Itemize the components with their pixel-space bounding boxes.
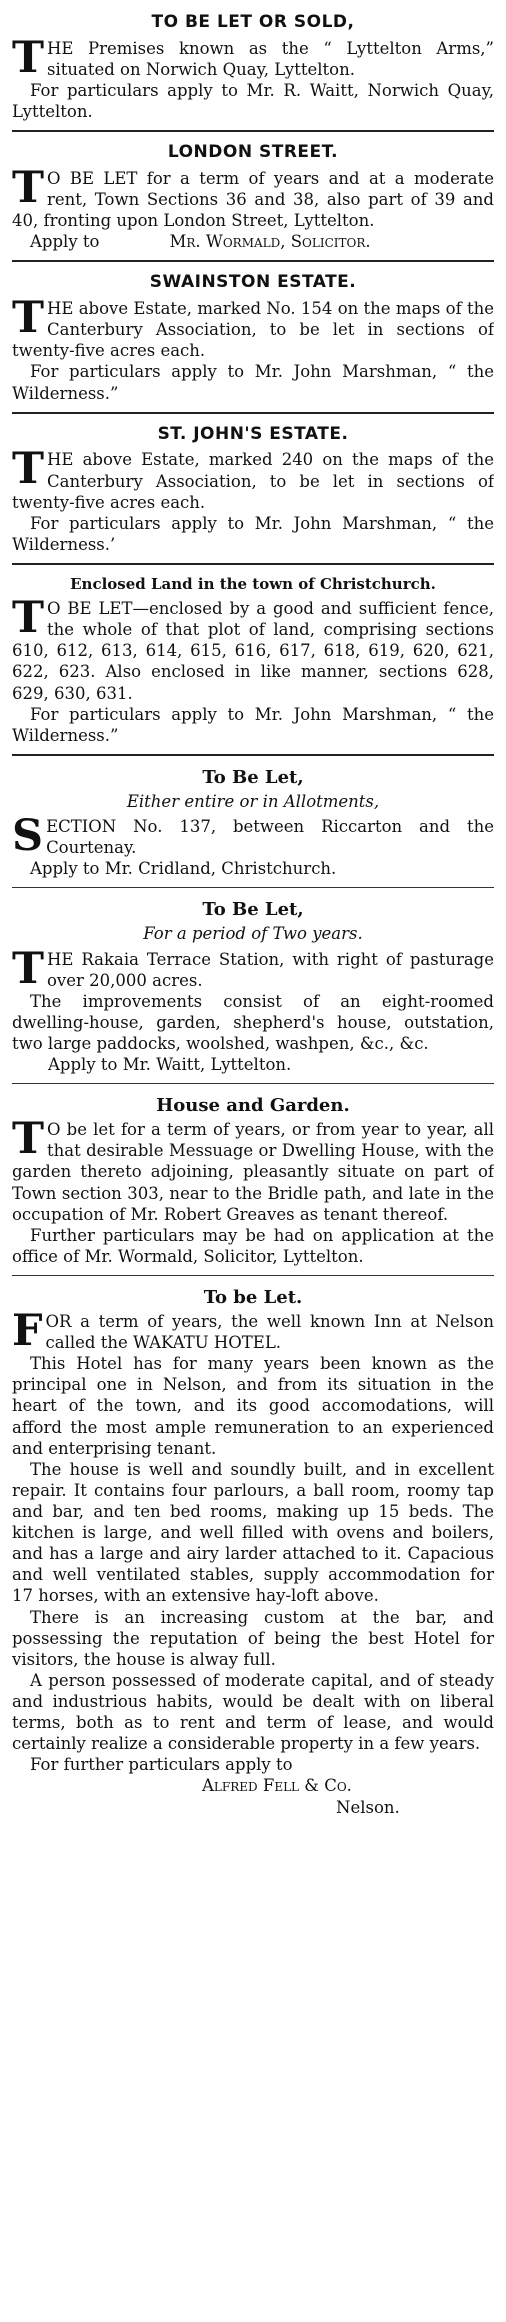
advert-body — [12, 949, 494, 991]
advert-body-text: O BE LET—enclosed by a good and sufficient fence, the whole of that plot of land, comprising sections 610, 612, 613, 614, 615, 616, 617, 618, 619, 620, 621, 622, 623. Also enclosed in like manner, sections 628, 629, 630, 631. — [12, 599, 494, 703]
drop-cap: T — [12, 598, 44, 644]
advert-paragraph: The house is well and soundly built, and in excellent repair. It contains four parlours, a ball room, roomy tap and bar, and ten bed rooms, making up 15 beds. The kitchen is large, and well filled with ovens and boilers, and has a large and airy larder attached to it. Capacious and well ventilated stables, supply accommodation for 17 horses, with an extensive hay-loft above. — [12, 1459, 494, 1606]
advert-paragraph: Further particulars may be had on application at the office of Mr. Wormald, Solicitor, Lyttelton. — [12, 1225, 494, 1266]
advert-apply: For particulars apply to Mr. R. Waitt, Norwich Quay, Lyttelton. — [12, 80, 494, 122]
advert-swainston-estate — [12, 266, 494, 409]
advert-heading: To Be Let, — [202, 899, 304, 921]
advert-apply: Apply to Mr. Waitt, Lyttelton. — [48, 1055, 292, 1075]
advert-body-text: HE Rakaia Terrace Station, with right of pasturage over 20,000 acres. — [47, 949, 494, 990]
drop-cap: T — [12, 37, 44, 80]
apply-name: Mr. Wormald, Solicitor. — [169, 232, 371, 252]
advert-body — [12, 1119, 494, 1225]
advert-apply: For particulars apply to Mr. John Marshman, “ the Wilderness.’ — [12, 513, 494, 554]
advert-section-137 — [12, 760, 494, 885]
advert-london-street — [12, 136, 494, 258]
advert-paragraph: A person possessed of moderate capital, and of steady and industrious habits, would be dealt with on liberal terms, both as to rent and term of lease, and would certainly realize a considerable property in a few years. — [12, 1670, 494, 1754]
advert-body — [12, 816, 494, 858]
advert-body — [12, 598, 494, 704]
advert-heading: TO BE LET OR SOLD, — [151, 12, 355, 32]
advert-body-text: HE Premises known as the “ Lyttelton Arms,” situated on Norwich Quay, Lyttelton. — [47, 38, 494, 79]
advert-body-text: O be let for a term of years, or from year to year, all that desirable Messuage or Dwelling House, with the garden thereto adjoining, pleasantly situate on part of Town section 303, near to the Bridle path, and late in the occupation of Mr. Robert Greaves as tenant thereof. — [12, 1120, 494, 1224]
drop-cap: T — [12, 1119, 44, 1165]
column-rule — [12, 563, 494, 565]
advert-body-text: OR a term of years, the well known Inn at Nelson called the WAKATU HOTEL. — [45, 1312, 494, 1353]
advert-signature: Alfred Fell & Co. — [202, 1776, 352, 1796]
advert-lyttelton-arms — [12, 6, 494, 128]
advert-enclosed-land — [12, 569, 494, 752]
column-rule — [12, 412, 494, 414]
advert-wakatu-hotel — [12, 1280, 494, 1824]
advert-body — [12, 449, 494, 512]
column-rule — [12, 1275, 494, 1276]
drop-cap: S — [12, 816, 44, 859]
advert-subheading: Either entire or in Allotments, — [126, 791, 380, 811]
column-rule — [12, 260, 494, 262]
advert-place: Nelson. — [336, 1797, 400, 1817]
advert-heading: House and Garden. — [156, 1095, 350, 1117]
column-rule — [12, 130, 494, 132]
advert-st-johns-estate — [12, 418, 494, 561]
drop-cap: F — [12, 1311, 43, 1354]
advert-body-text: ECTION No. 137, between Riccarton and the Courtenay. — [46, 817, 494, 858]
advert-apply: For particulars apply to Mr. John Marshman, “ the Wilderness.” — [12, 704, 494, 745]
advert-paragraph: There is an increasing custom at the bar, and possessing the reputation of being the best Hotel for visitors, the house is alway full. — [12, 1607, 494, 1669]
advert-heading: To be Let. — [203, 1286, 303, 1308]
advert-paragraph: The improvements consist of an eight-roomed dwelling-house, garden, shepherd's house, outstation, two large paddocks, woolshed, washpen, &c., &c. — [12, 991, 494, 1053]
advert-apply: Apply to Mr. Cridland, Christchurch. — [30, 859, 337, 879]
advert-apply — [12, 231, 494, 252]
advert-house-and-garden — [12, 1088, 494, 1273]
advert-body — [12, 1311, 494, 1353]
advert-heading: LONDON STREET. — [167, 142, 339, 163]
advert-heading: SWAINSTON ESTATE. — [149, 272, 357, 293]
column-rule — [12, 754, 494, 756]
advert-body — [12, 168, 494, 231]
drop-cap: T — [12, 948, 44, 991]
advert-body — [12, 38, 494, 80]
advert-subheading: For a period of Two years. — [143, 924, 363, 944]
advert-body-text: HE above Estate, marked No. 154 on the maps of the Canterbury Association, to be let in sections of twenty-five acres each. — [12, 299, 494, 361]
advert-rakaia-terrace — [12, 892, 494, 1081]
column-rule — [12, 1083, 494, 1084]
advert-apply: For particulars apply to Mr. John Marshman, “ the Wilderness.” — [12, 362, 494, 403]
drop-cap: T — [12, 449, 44, 495]
advert-heading: To Be Let, — [202, 766, 304, 788]
drop-cap: T — [12, 298, 44, 344]
advert-apply: For further particulars apply to — [30, 1755, 293, 1775]
advert-body — [12, 298, 494, 361]
advert-body-text: O BE LET for a term of years and at a moderate rent, Town Sections 36 and 38, also part of 39 and 40, fronting upon London Street, Lyttelton. — [12, 168, 494, 231]
advert-heading: ST. JOHN'S ESTATE. — [157, 423, 349, 444]
apply-label: Apply to — [30, 232, 100, 252]
column-rule — [12, 887, 494, 888]
advert-body-text: HE above Estate, marked 240 on the maps of the Canterbury Association, to be let in sections of twenty-five acres each. — [12, 450, 494, 512]
advert-paragraph: This Hotel has for many years been known as the principal one in Nelson, and from its situation in the heart of the town, and its good accomodations, will afford the most ample remuneration to an experienced and enterprising tenant. — [12, 1354, 494, 1458]
drop-cap: T — [12, 167, 44, 213]
advert-heading: Enclosed Land in the town of Christchurch. — [70, 574, 436, 593]
